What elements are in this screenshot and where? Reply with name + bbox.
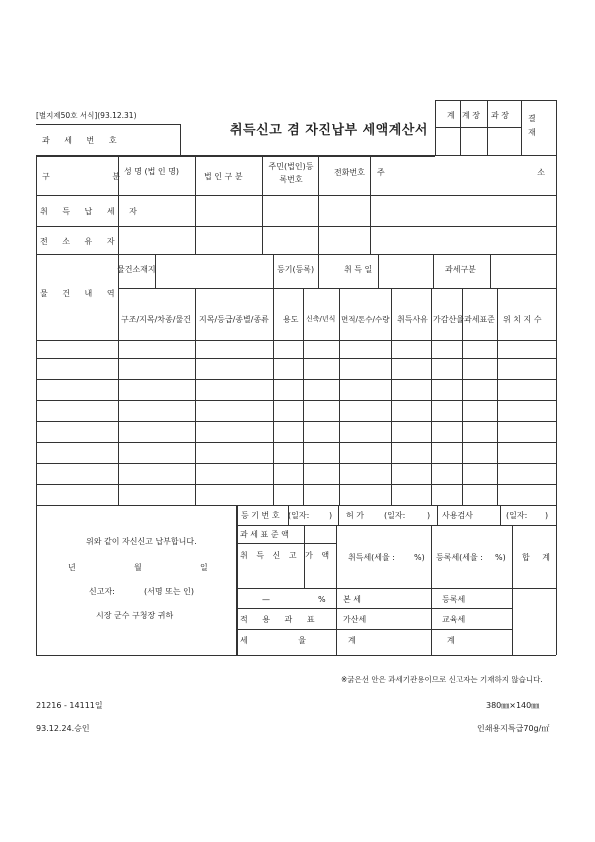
tax-line-5 <box>236 629 512 630</box>
tax-v3 <box>431 525 432 655</box>
approval-v0 <box>435 100 436 155</box>
goods-v-loc <box>155 254 156 288</box>
tax-line-1 <box>236 525 556 526</box>
acquire-value-label: 취 득 신 고 가 액 <box>240 551 333 560</box>
phone-label: 전화번호 <box>334 168 365 177</box>
acquire-date-label: 취 득 일 <box>344 265 373 274</box>
info-v5 <box>370 155 371 254</box>
tax-amount-label: 세 율 <box>240 636 306 645</box>
prev-owner-row-label: 전 소 유 자 <box>40 237 121 246</box>
address-label: 주 소 <box>377 168 545 177</box>
outer-line-top <box>36 155 556 156</box>
tax-line-2 <box>236 543 336 544</box>
usage-check-label: 사용검사 <box>442 511 473 520</box>
reg-date-open: (일자: <box>288 511 310 520</box>
signature-label: (서명 또는 인) <box>144 587 194 596</box>
usage-date-close: ) <box>545 511 549 520</box>
tax-base-label: 과 세 표 준 액 <box>240 530 289 539</box>
col-area: 면적/톤수/수량 <box>341 315 390 324</box>
sum-label-2: 계 <box>447 636 455 645</box>
surcharge-label: 가산세 <box>343 615 367 624</box>
tax-category-label: 과세구분 <box>445 265 476 274</box>
tax-v2 <box>336 525 337 655</box>
tax-line-4 <box>236 608 512 609</box>
col-v1 <box>195 288 196 505</box>
outer-bottom <box>36 655 556 656</box>
decl-year: 년 <box>68 563 76 572</box>
tax-v-permit <box>338 505 339 525</box>
acquire-tax-pct: %) <box>414 553 425 562</box>
outer-left <box>36 155 37 655</box>
tax-v4 <box>512 525 513 655</box>
decl-day: 일 <box>200 563 208 572</box>
declaration-statement: 위와 같이 자신신고 납부합니다. <box>86 537 197 546</box>
form-number: [별지제50호 서식](93.12.31) <box>36 111 137 120</box>
tax-left-border <box>236 505 238 655</box>
acquire-tax-rate: 취득세(세율 : <box>348 553 395 562</box>
col-v5 <box>391 288 392 505</box>
tax-v-use2 <box>500 505 501 525</box>
approval-manager: 과 장 <box>491 111 509 120</box>
data-row-6 <box>36 463 556 464</box>
tax-v1 <box>304 525 305 588</box>
tax-no-divider <box>180 124 181 155</box>
page-title: 취득신고 겸 자진납부 세액계산서 <box>230 123 428 138</box>
goods-v-reg <box>273 254 274 288</box>
data-row-5 <box>36 442 556 443</box>
col-grade: 지목/등급/종별/종류 <box>199 315 269 324</box>
goods-v-cat <box>433 254 434 288</box>
approval-head: 결재 <box>528 114 536 137</box>
approval-v3 <box>521 100 522 155</box>
col-tax-base: 과세표준 <box>464 315 495 324</box>
reg-number-label: 등 기 번 호 <box>241 511 280 520</box>
reporter-label: 신고자: <box>89 587 115 596</box>
goods-line-2 <box>36 340 556 341</box>
sum-label-1: 계 <box>348 636 356 645</box>
outer-right <box>556 155 557 655</box>
reg-no-label: 주민(법인)등록번호 <box>268 162 314 184</box>
data-row-3 <box>36 400 556 401</box>
corp-type-label: 법 인 구 분 <box>204 172 243 181</box>
reg-tax-pct: %) <box>495 553 506 562</box>
col-v3 <box>303 288 304 505</box>
permit-date-open: (일자: <box>384 511 406 520</box>
data-row-7 <box>36 484 556 485</box>
col-usage: 용도 <box>283 315 299 324</box>
col-structure: 구조/지목/차종/물건 <box>121 315 191 324</box>
gubun-label: 구 분 <box>42 172 120 181</box>
info-line-1 <box>36 195 556 196</box>
tax-v-use <box>437 505 438 525</box>
info-v1 <box>118 155 119 254</box>
percent-sign: % <box>318 595 326 604</box>
registration-label: 등기(등록) <box>277 265 315 274</box>
form-size: 380㎜×140㎜ <box>486 701 540 710</box>
goods-v-date <box>378 254 379 288</box>
approval-date: 93.12.24.승인 <box>36 724 90 733</box>
data-row-4 <box>36 421 556 422</box>
goods-line-1 <box>118 288 556 289</box>
footer-note: ※굵은선 안은 과세기관용이므로 신고자는 기재하지 않습니다. <box>341 675 543 684</box>
reg-tax-label: 등록세 <box>442 595 466 604</box>
col-v4 <box>339 288 340 505</box>
approval-v4 <box>556 100 557 155</box>
permit-date-close: ) <box>427 511 431 520</box>
info-v3 <box>262 155 263 254</box>
recipient-label: 시장 군수 구청장 귀하 <box>96 611 174 620</box>
approval-top <box>435 100 556 101</box>
decl-month: 월 <box>134 563 142 572</box>
col-v8 <box>497 288 498 505</box>
permit-label: 허 가 <box>346 511 364 520</box>
data-row-2 <box>36 379 556 380</box>
edu-tax-label: 교육세 <box>442 615 466 624</box>
info-v4 <box>318 155 319 254</box>
approval-v2 <box>487 100 488 155</box>
info-line-3 <box>36 254 556 255</box>
data-row-1 <box>36 358 556 359</box>
reg-tax-rate: 등록세(세율 : <box>436 553 483 562</box>
data-row-8 <box>36 505 556 506</box>
paper-spec: 인쇄용지특급70g/㎡ <box>477 724 550 733</box>
tax-number-label: 과 세 번 호 <box>42 136 123 145</box>
approval-chief: 계 장 <box>462 111 480 120</box>
col-rate: 가감산율 <box>433 315 464 324</box>
applied-rate-label: 적 용 과 표 <box>240 615 321 624</box>
col-v7 <box>462 288 463 505</box>
goods-label: 물 건 내 역 <box>40 289 121 298</box>
tax-v-reg <box>288 505 289 525</box>
tax-line-3 <box>236 588 556 589</box>
approval-mid <box>435 127 521 128</box>
form-code: 21216 - 14111일 <box>36 701 103 710</box>
col-v2 <box>273 288 274 505</box>
col-new-year: 신축/년식 <box>306 315 336 323</box>
location-label: 물건소재지 <box>117 265 156 274</box>
approval-v1 <box>460 100 461 155</box>
usage-date-open: (일자: <box>506 511 528 520</box>
info-line-2 <box>36 226 556 227</box>
info-v2 <box>195 155 196 254</box>
col-location-index: 위 치 지 수 <box>503 315 542 324</box>
name-col-label: 성 명 (법 인 명) <box>124 167 180 176</box>
reg-date-close: ) <box>329 511 333 520</box>
minus-sign: — <box>262 595 270 604</box>
goods-v-cat2 <box>490 254 491 288</box>
col-reason: 취득사유 <box>397 315 428 324</box>
main-tax-label: 본 세 <box>343 595 361 604</box>
goods-v-reg2 <box>318 254 319 288</box>
approval-staff: 계 <box>447 111 455 120</box>
header-line-1 <box>36 124 180 125</box>
total-label: 합 계 <box>522 553 555 562</box>
acquirer-row-label: 취 득 납 세 자 <box>40 207 143 216</box>
col-v6 <box>431 288 432 505</box>
